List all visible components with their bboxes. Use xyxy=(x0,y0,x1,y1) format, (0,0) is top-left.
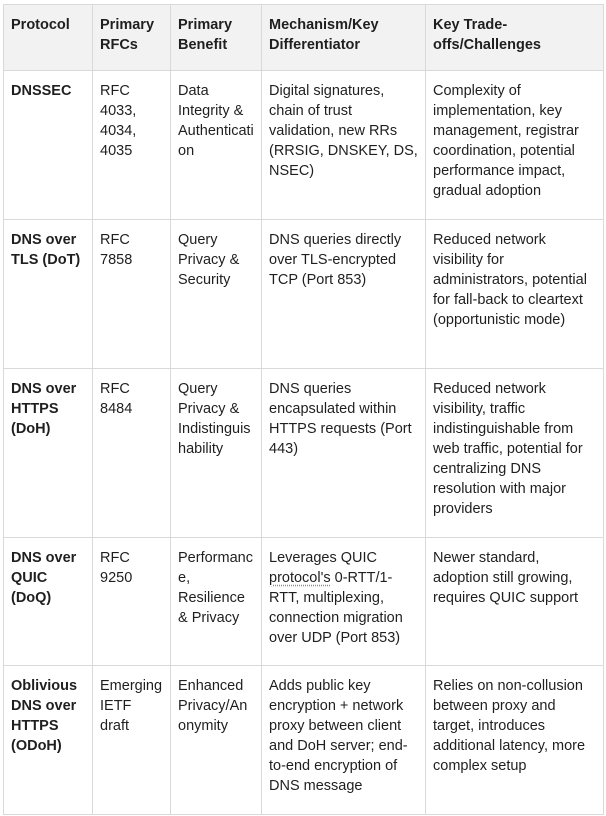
cell-tradeoffs: Newer standard, adoption still growing, requires QUIC support xyxy=(426,538,604,666)
cell-rfcs: RFC 8484 xyxy=(93,369,171,538)
table-row xyxy=(4,666,604,815)
cell-rfcs: RFC 9250 xyxy=(93,538,171,666)
cell-benefit: Query Privacy & Indistinguishability xyxy=(171,369,262,538)
cell-mechanism: DNS queries encapsulated within HTTPS requests (Port 443) xyxy=(262,369,426,538)
dns-protocols-table xyxy=(3,4,604,815)
cell-protocol: DNSSEC xyxy=(4,71,93,220)
header-primary-benefit: Primary Benefit xyxy=(171,5,262,71)
header-row xyxy=(4,5,604,71)
cell-tradeoffs: Reduced network visibility, traffic indistinguishable from web traffic, potential for centralizing DNS resolution with major providers xyxy=(426,369,604,538)
cell-mechanism xyxy=(262,538,426,666)
cell-benefit: Data Integrity & Authentication xyxy=(171,71,262,220)
cell-benefit: Enhanced Privacy/Anonymity xyxy=(171,666,262,815)
cell-tradeoffs: Relies on non-collusion between proxy and target, introduces additional latency, more complex setup xyxy=(426,666,604,815)
cell-tradeoffs: Reduced network visibility for administrators, potential for fall-back to cleartext (opportunistic mode) xyxy=(426,220,604,369)
table-row xyxy=(4,538,604,666)
cell-protocol: DNS over TLS (DoT) xyxy=(4,220,93,369)
cell-mechanism: Digital signatures, chain of trust validation, new RRs (RRSIG, DNSKEY, DS, NSEC) xyxy=(262,71,426,220)
cell-mechanism: DNS queries directly over TLS-encrypted TCP (Port 853) xyxy=(262,220,426,369)
cell-benefit: Query Privacy & Security xyxy=(171,220,262,369)
mechanism-text-post: 0-RTT/1-RTT, multiplexing, connection migration over UDP (Port 853) xyxy=(269,570,403,646)
table-row xyxy=(4,369,604,538)
table-row xyxy=(4,71,604,220)
mechanism-text-pre: Leverages QUIC xyxy=(269,550,377,566)
cell-protocol: DNS over QUIC (DoQ) xyxy=(4,538,93,666)
table-header xyxy=(4,5,604,71)
cell-tradeoffs: Complexity of implementation, key management, registrar coordination, potential performance impact, gradual adoption xyxy=(426,71,604,220)
cell-mechanism: Adds public key encryption + network proxy between client and DoH server; end-to-end encryption of DNS message xyxy=(262,666,426,815)
cell-rfcs: Emerging IETF draft xyxy=(93,666,171,815)
table-body xyxy=(4,71,604,815)
cell-rfcs: RFC 7858 xyxy=(93,220,171,369)
mechanism-text-underlined-word: protocol's xyxy=(269,570,331,586)
cell-benefit: Performance, Resilience & Privacy xyxy=(171,538,262,666)
table-row xyxy=(4,220,604,369)
header-tradeoffs: Key Trade-offs/Challenges xyxy=(426,5,604,71)
cell-protocol: DNS over HTTPS (DoH) xyxy=(4,369,93,538)
header-primary-rfcs: Primary RFCs xyxy=(93,5,171,71)
header-mechanism: Mechanism/Key Differentiator xyxy=(262,5,426,71)
cell-rfcs: RFC 4033, 4034, 4035 xyxy=(93,71,171,220)
header-protocol: Protocol xyxy=(4,5,93,71)
cell-protocol: Oblivious DNS over HTTPS (ODoH) xyxy=(4,666,93,815)
